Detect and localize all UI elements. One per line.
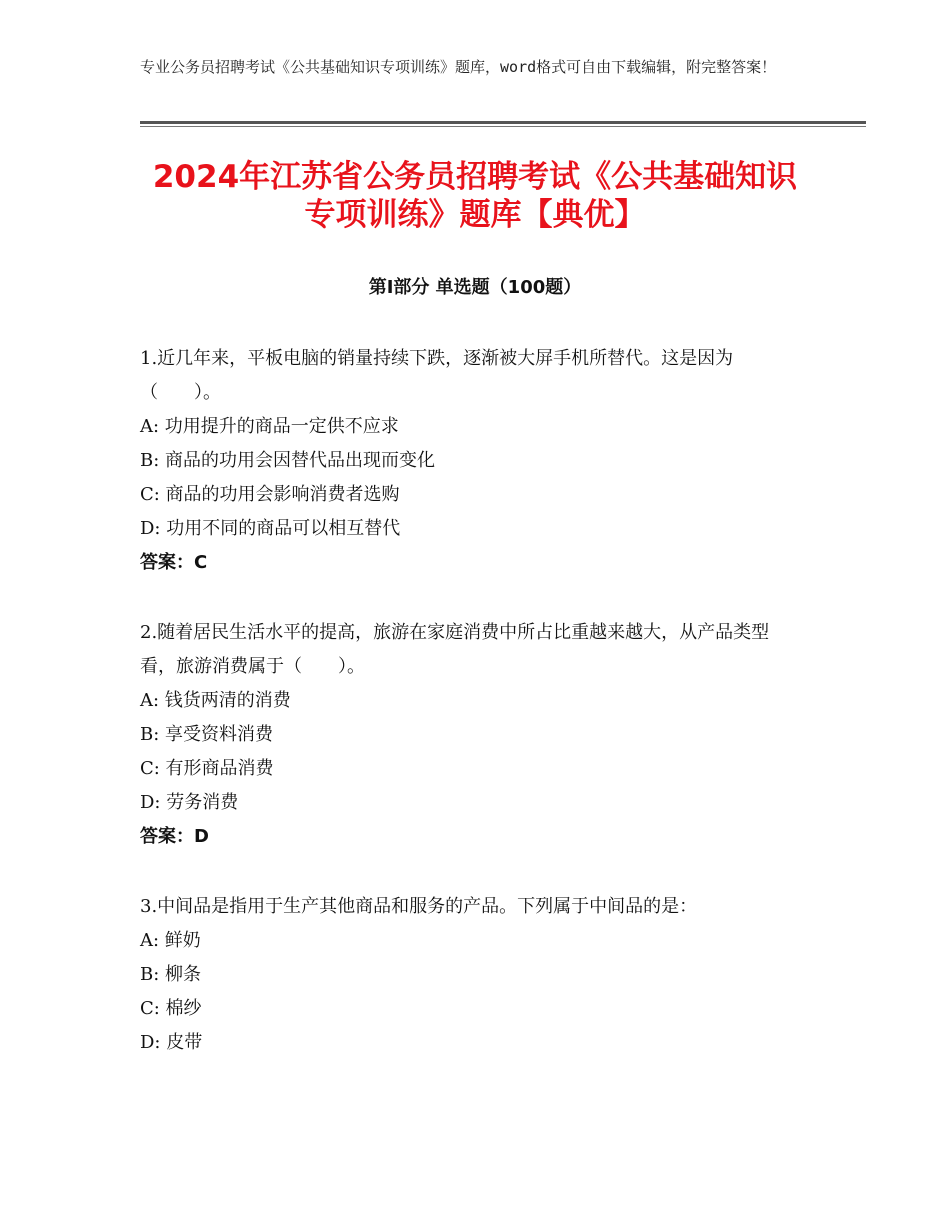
option-c: C: 棉纱 [140, 998, 202, 1019]
option-b: B: 柳条 [140, 964, 202, 985]
option-a: A: 鲜奶 [140, 930, 201, 951]
answer: 答案：D [140, 826, 209, 847]
answer: 答案：C [140, 552, 208, 573]
option-d: D: 皮带 [140, 1032, 203, 1053]
option-c: C: 商品的功用会影响消费者选购 [140, 484, 400, 505]
header-divider-thin [140, 126, 866, 127]
option-a: A: 钱货两清的消费 [140, 690, 291, 711]
question-2 [140, 616, 800, 854]
option-d: D: 劳务消费 [140, 792, 239, 813]
option-b: B: 商品的功用会因替代品出现而变化 [140, 450, 436, 471]
question-1 [140, 342, 800, 580]
question-stem: 1.近几年来，平板电脑的销量持续下跌，逐渐被大屏手机所替代。这是因为（ ）。 [140, 348, 734, 403]
question-list [140, 342, 800, 1096]
question-3 [140, 890, 800, 1060]
option-d: D: 功用不同的商品可以相互替代 [140, 518, 401, 539]
question-stem: 3.中间品是指用于生产其他商品和服务的产品。下列属于中间品的是： [140, 896, 698, 917]
header-note: 专业公务员招聘考试《公共基础知识专项训练》题库，word格式可自由下载编辑，附完整答案！ [140, 58, 777, 76]
question-stem: 2.随着居民生活水平的提高，旅游在家庭消费中所占比重越来越大，从产品类型看，旅游消费属于（ ）。 [140, 622, 770, 677]
header-divider [140, 121, 866, 124]
option-b: B: 享受资料消费 [140, 724, 274, 745]
option-a: A: 功用提升的商品一定供不应求 [140, 416, 399, 437]
section-heading: 第Ⅰ部分 单选题（100题） [368, 277, 582, 298]
document-title: 2024年江苏省公务员招聘考试《公共基础知识专项训练》题库【典优】 [152, 159, 798, 233]
option-c: C: 有形商品消费 [140, 758, 274, 779]
